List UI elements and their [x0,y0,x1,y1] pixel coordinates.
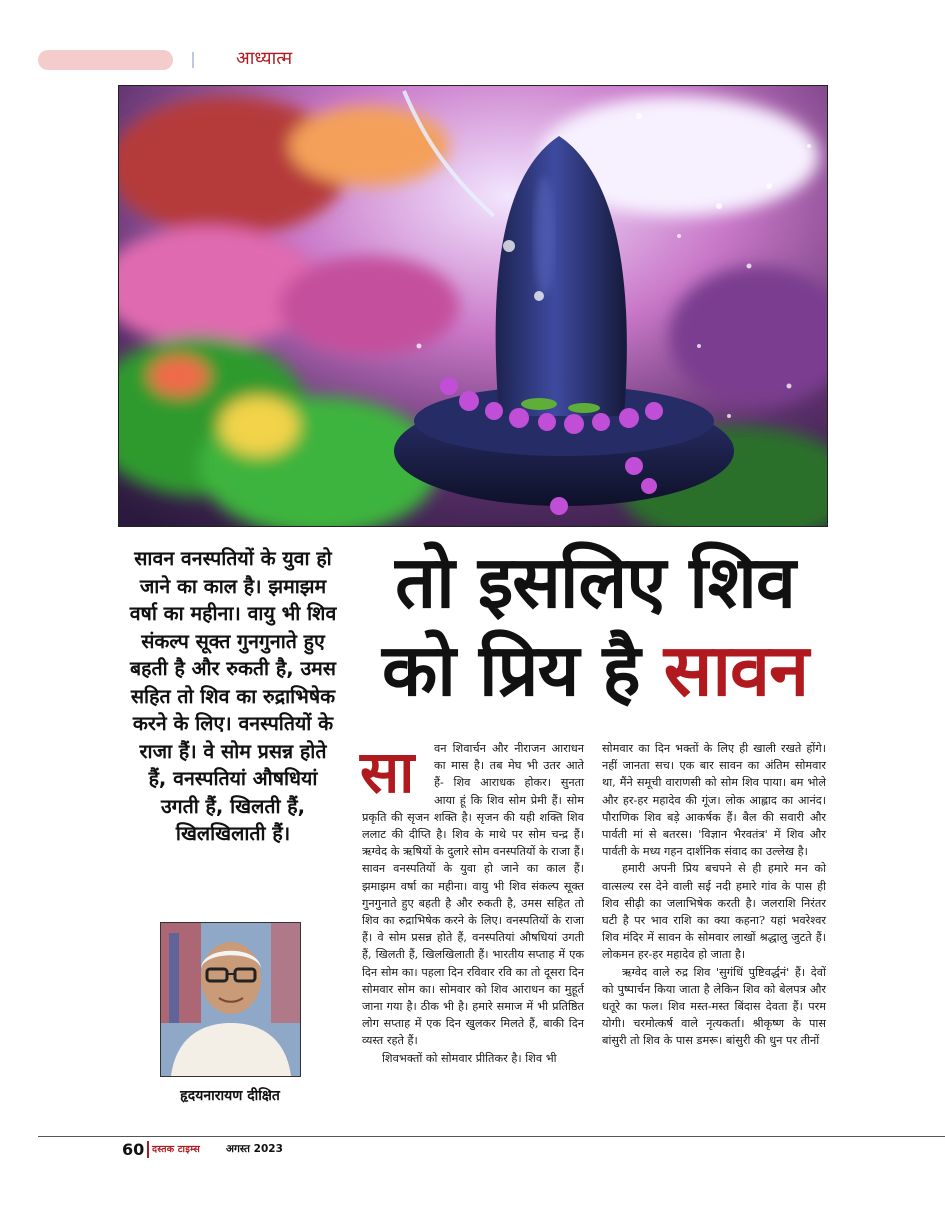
col2-paragraph-3: ऋग्वेद वाले रुद्र शिव 'सुगंधिं पुष्टिवर्द्धनं' हैं। देवों को पुष्पार्चन किया जाता है लेकिन शिव को बेलपत्र और धतूरे का फल। शिव मस्त-मस्त बिंदास देवता हैं। परम योगी। चरमोत्कर्ष वाले नृत्यकर्ता। श्रीकृष्ण के पास बांसुरी तो शिव के पास डमरू। बांसुरी की धुन पर तीनों [602,965,826,1048]
title-line-2 [360,626,830,714]
author-portrait-icon [161,923,300,1076]
title-line-1: तो इसलिए शिव [395,540,795,624]
col2-paragraph-1: सोमवार का दिन भक्तों के लिए ही खाली रखते होंगे। नहीं जानता सच। एक बार सावन का अंतिम सोमवार था, मैंने समूची वाराणसी को सोम शिव पाया। बम भोले और हर-हर महादेव की गूंज। लोक आह्लाद का आनंद। पौराणिक शिव बड़े आकर्षक हैं। बैल की सवारी और पार्वती मां से बतरस। 'विज्ञान भैरवतंत्र' में शिव और पार्वती के मध्य गहन दार्शनिक संवाद का उल्लेख है। [602,742,826,859]
footer-divider [147,1141,149,1158]
title-line-2-red: सावन [663,628,809,712]
col2-paragraph-2: हमारी अपनी प्रिय बचपने से ही हमारे मन को वात्सल्य रस देने वाली सई नदी हमारे गांव के पास ही शिव सीढ़ी का जलाभिषेक करती है। जलराशि निरंतर घटी है पर भाव राशि का क्या कहना? यहां भवरेश्वर शिव मंदिर में सावन के सोमवार लाखों श्रद्धालु जुटते हैं। लोकमन हर-हर महादेव हो जाता है। [602,862,826,962]
header-pill [38,50,173,70]
footer-rule [38,1136,945,1137]
author-photo [160,922,301,1077]
article-title [360,538,830,714]
drop-cap: सा [360,738,415,806]
col1-paragraph-2: शिवभक्तों को सोमवार प्रीतिकर है। शिव भी [382,1051,557,1065]
page-number: 60 [122,1140,145,1159]
author-name: हृदयनारायण दीक्षित [180,1088,280,1104]
header-divider [192,52,194,68]
title-line-2-black: को प्रिय है [381,628,640,712]
hero-image [118,85,828,527]
issue-date: अगस्त 2023 [226,1143,283,1155]
section-label: आध्यात्म [236,48,293,69]
article-column-2 [602,740,826,1050]
pull-quote: सावन वनस्पतियों के युवा हो जाने का काल है। झमाझम वर्षा का महीना। वायु भी शिव संकल्प सूक्त गुनगुनाते हुए बहती है और रुकती है, उमस सहित तो शिव का रुद्राभिषेक करने के लिए। वनस्पतियों के राजा हैं। वे सोम प्रसन्न होते हैं, वनस्पतियां औषधियां उगती हैं, खिलती हैं, खिलखिलाती हैं। [129,547,337,845]
col1-paragraph-1: वन शिवार्चन और नीराजन आराधन का मास है। तब मेघ भी उतर आते हैं- शिव आराधक होकर। सुनता आया हूं कि शिव सोम प्रेमी हैं। सोम प्रकृति की सृजन शक्ति है। सृजन की यही शक्ति शिव ललाट की दीप्ति है। शिव के माथे पर सोम चन्द्र हैं। ऋग्वेद के ऋषियों के दुलारे सोम वनस्पतियों के राजा हैं। सावन वनस्पतियों के युवा हो जाने का काल हैं। झमाझम वर्षा का महीना। वायु भी शिव संकल्प सूक्त गुनगुनाते हुए बहती है और रुकती है, उमस सहित तो शिव का रुद्राभिषेक करने के लिए। वनस्पतियों के राजा हैं। वे सोम प्रसन्न होते हैं, वनस्पतियां औषधियां उगती हैं, खिलती हैं, खिलखिलाती हैं। भारतीय सप्ताह में एक दिन सोम का। पहला दिन रविवार रवि का तो दूसरा दिन सोमवार सोम का। सोमवार को शिव आराधन का मुहूर्त जाना गया है। ठीक भी है। हमारे समाज में भी प्रतिष्ठित लोग सप्ताह में एक दिन खुलकर मिलते हैं, बाकी दिन व्यस्त रहते हैं। [362,742,584,1048]
magazine-brand: दस्तक टाइम्स [152,1144,200,1155]
article-column-1 [362,740,584,1067]
shivling-photo-icon [119,86,827,526]
